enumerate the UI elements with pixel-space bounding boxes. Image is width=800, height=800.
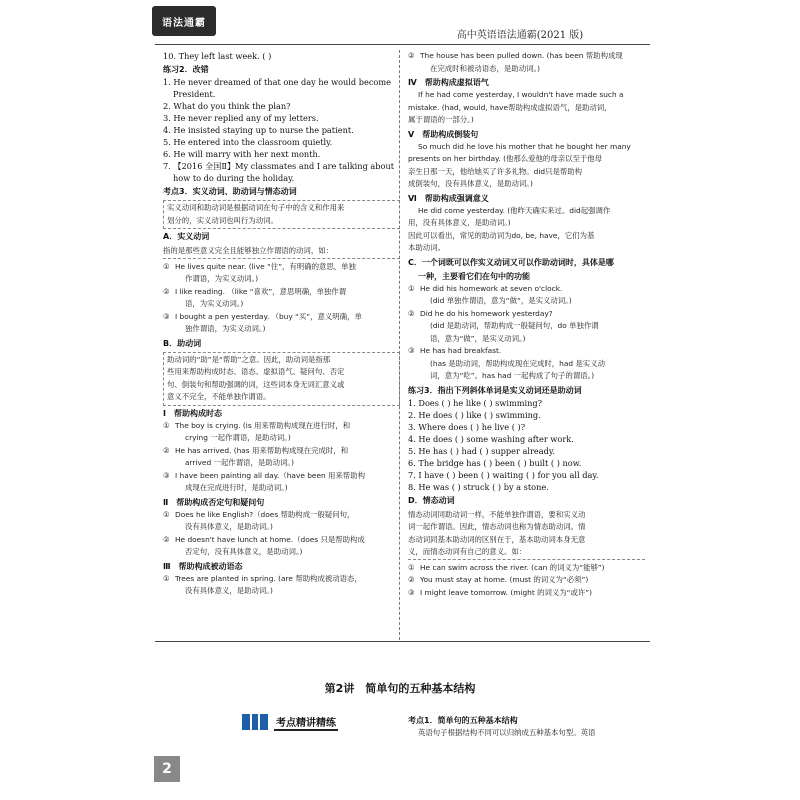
b3-title: Ⅲ 帮助构成被动语态 [163, 561, 243, 571]
kd1-text: 英语句子根据结构不同可以归纳成五种基本句型。英语 [418, 728, 596, 737]
exercise2-q10: 10. They left last week. ( ) [163, 51, 272, 61]
example-text: He did come yesterday. (他昨天确实来过。did起强调作 [418, 205, 611, 215]
example-text: You must stay at home. (must 的词义为“必须”) [420, 575, 589, 584]
list-item: 2. What do you think the plan? [163, 101, 291, 111]
list-item: 5. He has ( ) had ( ) supper already. [408, 445, 555, 456]
box-line: 情态动词同助动词一样，不能单独作谓语，要和实义动 [408, 509, 586, 519]
book-stack-icon [242, 714, 268, 730]
example-text: He can swim across the river. (can 的词义为“能够”) [420, 562, 605, 572]
example-marker: ③ [163, 311, 170, 321]
example-text: I like reading. （like “喜欢”，意思明确，单独作谓 [175, 286, 347, 296]
kd3-title: 考点3．实义动词、助动词与情态动词 [163, 187, 297, 196]
running-header-title: 高中英语语法通霸(2021 版) [456, 30, 584, 41]
list-item: 3. He never replied any of my letters. [163, 113, 319, 123]
example-marker: ③ [163, 470, 170, 480]
example-marker: ② [408, 308, 415, 318]
list-item: 7. I have ( ) been ( ) waiting ( ) for you all day. [408, 469, 599, 480]
b5-title: Ⅴ 帮助构成倒装句 [408, 129, 479, 139]
section-rule [155, 641, 650, 642]
example-marker: ① [408, 283, 415, 293]
example-text: 否定句，没有具体意义，是助动词。) [185, 547, 303, 556]
example-text: 词，意为“吃”。has had 一起构成了句子的谓语。) [430, 371, 595, 380]
box-line: 些用来帮助构成时态、语态、虚拟语气、疑问句、否定 [167, 367, 345, 376]
example-text: 用，没有具体意义，是助动词。) [408, 218, 511, 227]
box-line: 指的是那些意义完全且能够独立作谓语的动词，如： [163, 246, 333, 255]
list-item: 7. 【2016 全国Ⅱ】My classmates and I are talking about [163, 161, 395, 171]
page-number: 2 [154, 756, 180, 782]
example-text: (has 是助动词，帮助构成现在完成时，had 是实义动 [430, 358, 605, 368]
exercise3-list [408, 397, 645, 493]
example-text: Trees are planted in spring. (are 帮助构成被动语态， [175, 573, 362, 583]
example-text: The boy is crying. (is 用来帮助构成现在进行时，和 [175, 420, 351, 430]
example-text: 亲生日那一天，他给她买了许多礼物。did只是帮助构 [408, 166, 583, 176]
box-line: 划分的，实义动词也叫行为动词。 [167, 215, 278, 225]
list-item: 6. The bridge has ( ) been ( ) built ( ) now. [408, 457, 582, 468]
list-item: 5. He entered into the classroom quietly. [163, 137, 333, 147]
example-text: 在完成时和被动语态，是助动词。) [430, 63, 541, 73]
list-item: President. [173, 89, 216, 99]
b6-title: Ⅵ 帮助构成强调意义 [408, 193, 489, 203]
example-text: He doesn't have lunch at home.（does 只是帮助构成 [175, 534, 365, 544]
kd1-block [408, 715, 648, 740]
list-item: 1. He never dreamed of that one day he would become [163, 77, 391, 87]
example-text: 因此可以看出，常见的助动词为do, be, have，它们为基 [408, 230, 595, 240]
section-d-title: D．情态动词 [408, 495, 455, 505]
example-text: 本助动词。 [408, 243, 445, 252]
list-item: 1. Does ( ) he like ( ) swimming? [408, 397, 542, 408]
example-marker: ② [163, 534, 170, 544]
box-line: 实义动词和助动词是根据动词在句子中的含义和作用来 [167, 203, 345, 212]
example-text: presents on her birthday. (他那么爱他的母亲以至于他母 [408, 154, 603, 163]
left-column [163, 50, 400, 598]
exercise3-title: 练习3．指出下列斜体单词是实义动词还是助动词 [408, 385, 582, 395]
section-b-title: B．助动词 [163, 338, 202, 348]
b1-title: Ⅰ 帮助构成时态 [163, 408, 222, 418]
kd1-title: 考点1．简单句的五种基本结构 [408, 716, 518, 725]
list-item: 4. He insisted staying up to nurse the patient. [163, 125, 354, 135]
example-marker: ② [408, 575, 415, 584]
example-marker: ① [163, 509, 170, 519]
example-text: 作谓语，为实义动词。) [185, 274, 259, 283]
example-text: 语，意为“做”，是实义动词。) [430, 333, 526, 343]
example-text: I might leave tomorrow. (might 的词义为“或许”) [420, 587, 592, 597]
right-column [408, 50, 645, 599]
example-text: If he had come yesterday, I wouldn't have made such a [418, 90, 624, 99]
section-c-title-cont: 一种，主要看它们在句中的功能 [418, 271, 530, 281]
section-c-title: C．一个词既可以作实义动词又可以作助动词时，具体是哪 [408, 257, 614, 267]
example-marker: ① [408, 562, 415, 572]
kd3-definition-box [163, 200, 400, 229]
example-text: arrived 一起作谓语，是助动词。) [185, 458, 294, 467]
example-text: (did 是助动词，帮助构成一般疑问句，do 单独作谓 [430, 321, 599, 330]
example-marker: ① [163, 261, 170, 271]
key-points-banner [242, 713, 352, 731]
example-marker: ② [163, 445, 170, 455]
box-line: 句、倒装句和帮助强调的词，这些词本身无词汇意义或 [167, 379, 345, 389]
list-item: 2. He does ( ) like ( ) swimming. [408, 409, 541, 420]
b4-title: Ⅳ 帮助构成虚拟语气 [408, 78, 489, 87]
b2-title: Ⅱ 帮助构成否定句和疑问句 [163, 497, 265, 507]
list-item: 3. Where does ( ) he live ( )? [408, 421, 526, 432]
example-marker: ① [163, 420, 170, 430]
example-text: (did 单独作谓语，意为“做”，是实义动词。) [430, 296, 572, 305]
example-text: 没有具体意义，是助动词。) [185, 586, 273, 595]
lecture-title: 第2讲 简单句的五种基本结构 [324, 682, 476, 695]
section-d-definition [408, 509, 645, 560]
section-b-definition-box [163, 352, 400, 406]
box-line: 词一起作谓语。因此，情态动词也称为情态助动词。情 [408, 522, 586, 531]
publisher-logo: 语法通霸 [152, 6, 216, 36]
header-rule [155, 44, 650, 45]
section-a-definition [163, 245, 400, 259]
example-text: He did his homework at seven o'clock. [420, 283, 563, 293]
example-text: He lives quite near. (live “住”，有明确的意思，单独 [175, 261, 356, 271]
column-divider [399, 50, 400, 640]
list-item: 8. He was ( ) struck ( ) by a stone. [408, 481, 549, 492]
example-text: 没有具体意义，是助动词。) [185, 522, 273, 531]
example-text: 属于谓语的一部分。) [408, 115, 474, 124]
example-text: Did he do his homework yesterday? [420, 308, 553, 318]
exercise2-title: 练习2．改错 [163, 65, 209, 74]
example-text: I bought a pen yesterday. （buy “买”，意义明确，单 [175, 311, 362, 321]
banner-label: 考点精讲精练 [274, 714, 338, 731]
example-text: 语，为实义动词。) [185, 299, 244, 308]
example-text: So much did he love his mother that he bought her many [418, 141, 631, 151]
example-text: Does he like English?（does 帮助构成一般疑问句， [175, 509, 355, 519]
section-a-title: A．实义动词 [163, 232, 210, 241]
box-line: 态动词同基本助动词的区别在于，基本助动词本身无意 [408, 534, 586, 544]
example-text: 成倒装句，没有具体意义，是助动词。) [408, 179, 533, 188]
list-item: 6. He will marry with her next month. [163, 149, 321, 159]
box-line: 义，而情态动词有自己的意义。如： [408, 547, 527, 556]
example-text: 独作谓语，为实义动词。) [185, 324, 266, 333]
example-marker: ③ [408, 587, 415, 597]
example-text: He has arrived. (has 用来帮助构成现在完成时，和 [175, 445, 349, 455]
list-item: 4. He does ( ) some washing after work. [408, 433, 574, 444]
exercise2-list [163, 76, 400, 184]
example-text: mistake. (had, would, have帮助构成虚拟语气，是助动词， [408, 102, 612, 112]
example-marker: ② [163, 286, 170, 296]
box-line: 意义不完全，不能单独作谓语。 [167, 392, 271, 401]
example-text: He has had breakfast. [420, 346, 502, 355]
example-marker: ① [163, 573, 170, 583]
list-item: how to do during the holiday. [173, 173, 295, 183]
example-text: I have been painting all day.（have been 用来帮助构 [175, 470, 365, 480]
example-text: 成现在完成进行时，是助动词。) [185, 483, 288, 492]
section-a-examples [163, 261, 400, 336]
example-marker: ② [408, 51, 415, 60]
example-text: The house has been pulled down. (has been 帮助构成现 [420, 51, 623, 60]
example-text: crying 一起作谓语，是助动词。) [185, 433, 291, 442]
box-line: 助动词的“助”是“帮助”之意。因此，助动词是指那 [167, 354, 331, 364]
example-marker: ③ [408, 346, 415, 355]
